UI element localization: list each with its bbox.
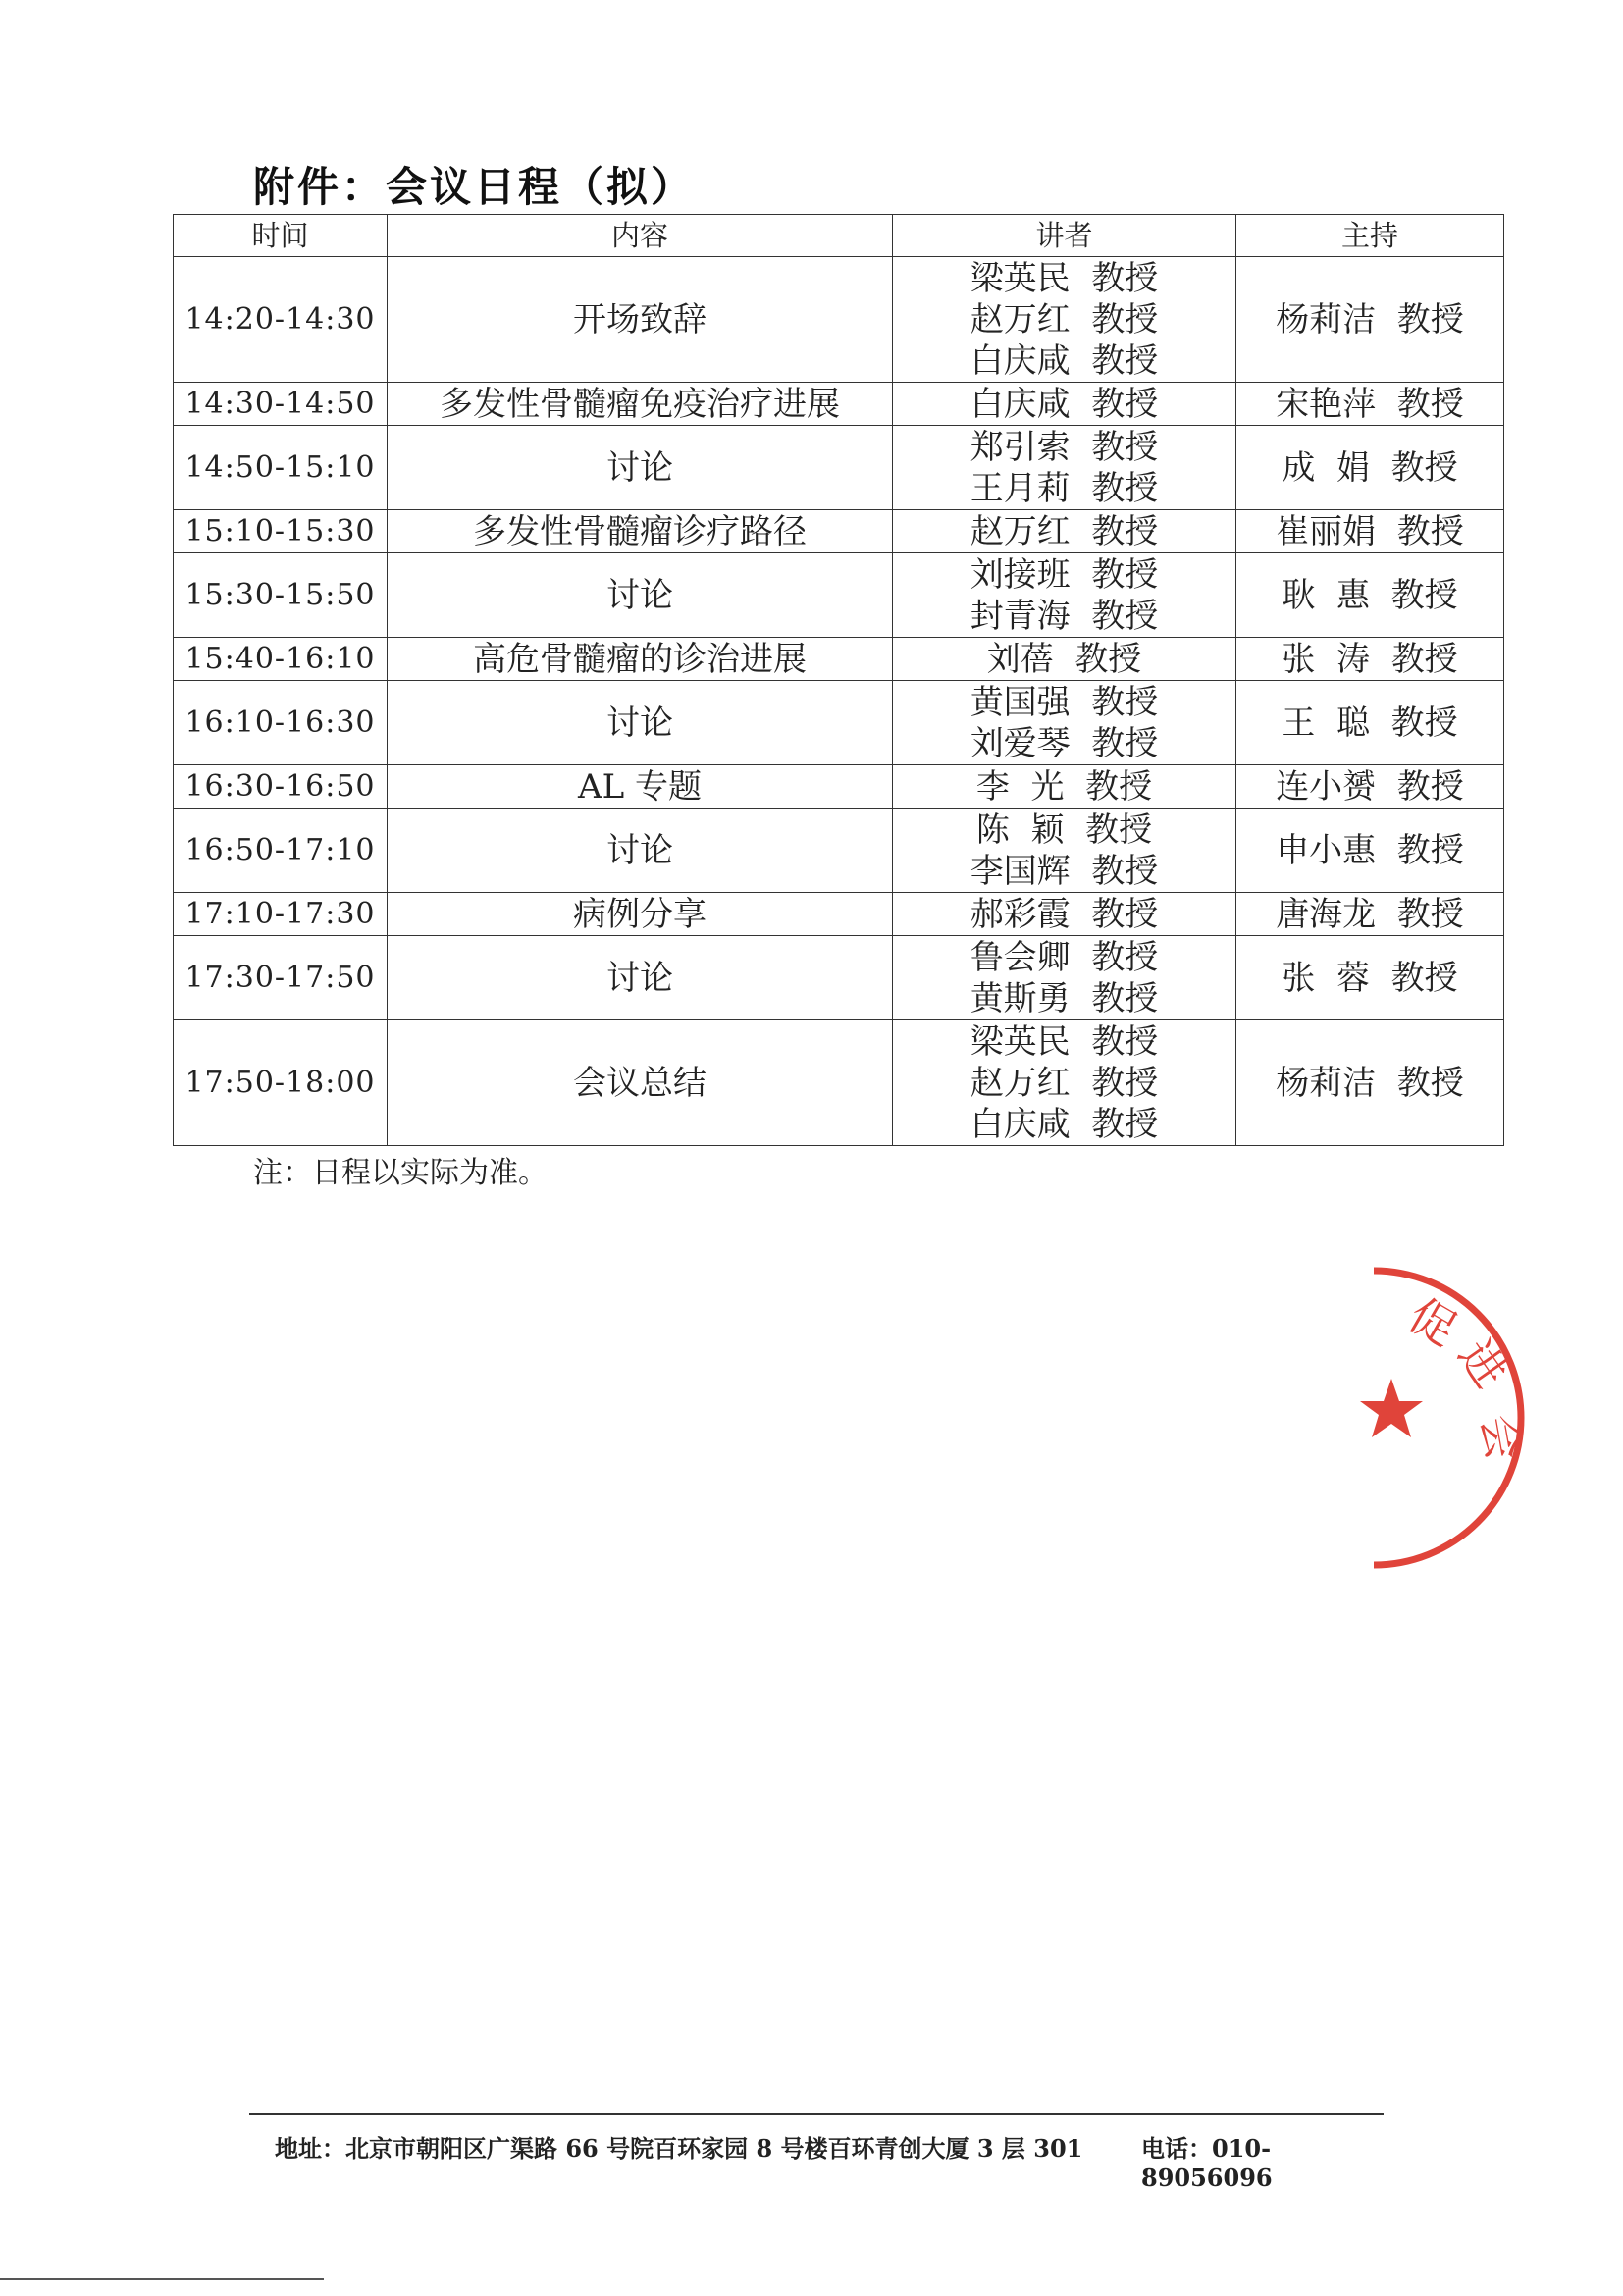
cell-time: 15:30-15:50 <box>174 553 388 638</box>
cell-time: 17:50-18:00 <box>174 1020 388 1146</box>
speaker-name: 刘蓓 教授 <box>986 639 1142 679</box>
cell-time: 14:50-15:10 <box>174 426 388 510</box>
table-row <box>174 426 1504 510</box>
cell-content: AL 专题 <box>388 765 893 809</box>
table-row <box>174 638 1504 681</box>
cell-speakers <box>893 257 1236 383</box>
cell-host: 唐海龙 教授 <box>1236 893 1504 936</box>
speaker-name: 封青海 教授 <box>969 596 1159 636</box>
cell-time: 14:20-14:30 <box>174 257 388 383</box>
header-content: 内容 <box>388 215 893 257</box>
cell-content: 讨论 <box>388 553 893 638</box>
cell-speakers <box>893 553 1236 638</box>
seal-star-icon <box>1360 1379 1423 1437</box>
svg-text:促: 促 <box>1399 1287 1466 1357</box>
cell-host: 张 涛 教授 <box>1236 638 1504 681</box>
cell-speakers <box>893 765 1236 809</box>
cell-content: 讨论 <box>388 426 893 510</box>
document-title: 附件：会议日程（拟） <box>253 163 696 211</box>
header-speaker: 讲者 <box>893 215 1236 257</box>
cell-host: 耿 惠 教授 <box>1236 553 1504 638</box>
cell-speakers <box>893 638 1236 681</box>
table-row <box>174 893 1504 936</box>
footer-phone: 电话：010-89056096 <box>1141 2134 1273 2192</box>
cell-host: 张 蓉 教授 <box>1236 936 1504 1020</box>
cell-host: 崔丽娟 教授 <box>1236 510 1504 553</box>
table-row <box>174 765 1504 809</box>
speaker-name: 黄国强 教授 <box>969 682 1159 722</box>
cell-speakers <box>893 510 1236 553</box>
schedule-note: 注：日程以实际为准。 <box>253 1156 548 1190</box>
cell-content: 病例分享 <box>388 893 893 936</box>
cell-time: 17:10-17:30 <box>174 893 388 936</box>
speaker-name: 梁英民 教授 <box>969 1021 1159 1062</box>
schedule-body <box>174 257 1504 1146</box>
table-row <box>174 510 1504 553</box>
cell-content: 会议总结 <box>388 1020 893 1146</box>
svg-text:进: 进 <box>1447 1330 1518 1397</box>
cell-time: 16:50-17:10 <box>174 809 388 893</box>
speaker-name: 郝彩霞 教授 <box>969 894 1159 934</box>
speaker-name: 王月莉 教授 <box>969 468 1159 508</box>
table-row <box>174 809 1504 893</box>
cell-host: 连小赟 教授 <box>1236 765 1504 809</box>
header-host: 主持 <box>1236 215 1504 257</box>
cell-content: 高危骨髓瘤的诊治进展 <box>388 638 893 681</box>
cell-host: 王 聪 教授 <box>1236 681 1504 765</box>
official-seal-stamp <box>1344 1256 1560 1590</box>
speaker-name: 陈 颖 教授 <box>975 809 1153 850</box>
footer-divider <box>249 2113 1384 2115</box>
cell-speakers <box>893 383 1236 426</box>
footer <box>275 2129 1384 2192</box>
table-row <box>174 1020 1504 1146</box>
speaker-name: 李 光 教授 <box>975 766 1153 807</box>
speaker-name: 白庆咸 教授 <box>969 340 1159 381</box>
table-row <box>174 681 1504 765</box>
speaker-name: 刘爱琴 教授 <box>969 723 1159 763</box>
cell-host: 成 娟 教授 <box>1236 426 1504 510</box>
svg-text:会: 会 <box>1471 1410 1532 1465</box>
cell-time: 16:10-16:30 <box>174 681 388 765</box>
speaker-name: 白庆咸 教授 <box>969 1104 1159 1144</box>
cell-time: 16:30-16:50 <box>174 765 388 809</box>
speaker-name: 梁英民 教授 <box>969 258 1159 298</box>
cell-speakers <box>893 893 1236 936</box>
header-time: 时间 <box>174 215 388 257</box>
cell-host: 宋艳萍 教授 <box>1236 383 1504 426</box>
schedule-table <box>173 214 1504 1146</box>
table-header-row <box>174 215 1504 257</box>
cell-time: 14:30-14:50 <box>174 383 388 426</box>
table-row <box>174 553 1504 638</box>
cell-speakers <box>893 1020 1236 1146</box>
cell-time: 15:40-16:10 <box>174 638 388 681</box>
cell-host: 杨莉洁 教授 <box>1236 1020 1504 1146</box>
cell-speakers <box>893 809 1236 893</box>
table-row <box>174 257 1504 383</box>
speaker-name: 赵万红 教授 <box>969 511 1159 551</box>
footer-address: 地址：北京市朝阳区广渠路 66 号院百环家园 8 号楼百环青创大厦 3 层 301 <box>275 2134 1083 2163</box>
cell-speakers <box>893 936 1236 1020</box>
speaker-name: 鲁会卿 教授 <box>969 937 1159 977</box>
cell-content: 讨论 <box>388 681 893 765</box>
table-row <box>174 383 1504 426</box>
cell-content: 开场致辞 <box>388 257 893 383</box>
cell-host: 杨莉洁 教授 <box>1236 257 1504 383</box>
speaker-name: 赵万红 教授 <box>969 1063 1159 1103</box>
cell-content: 讨论 <box>388 936 893 1020</box>
cell-host: 申小惠 教授 <box>1236 809 1504 893</box>
speaker-name: 白庆咸 教授 <box>969 384 1159 424</box>
speaker-name: 郑引索 教授 <box>969 427 1159 467</box>
cell-speakers <box>893 681 1236 765</box>
cell-speakers <box>893 426 1236 510</box>
speaker-name: 李国辉 教授 <box>969 851 1159 891</box>
page-edge-line <box>0 2278 324 2280</box>
speaker-name: 黄斯勇 教授 <box>969 978 1159 1018</box>
cell-time: 17:30-17:50 <box>174 936 388 1020</box>
speaker-name: 刘接班 教授 <box>969 554 1159 595</box>
cell-content: 多发性骨髓瘤免疫治疗进展 <box>388 383 893 426</box>
cell-content: 讨论 <box>388 809 893 893</box>
cell-content: 多发性骨髓瘤诊疗路径 <box>388 510 893 553</box>
cell-time: 15:10-15:30 <box>174 510 388 553</box>
speaker-name: 赵万红 教授 <box>969 299 1159 339</box>
table-row <box>174 936 1504 1020</box>
